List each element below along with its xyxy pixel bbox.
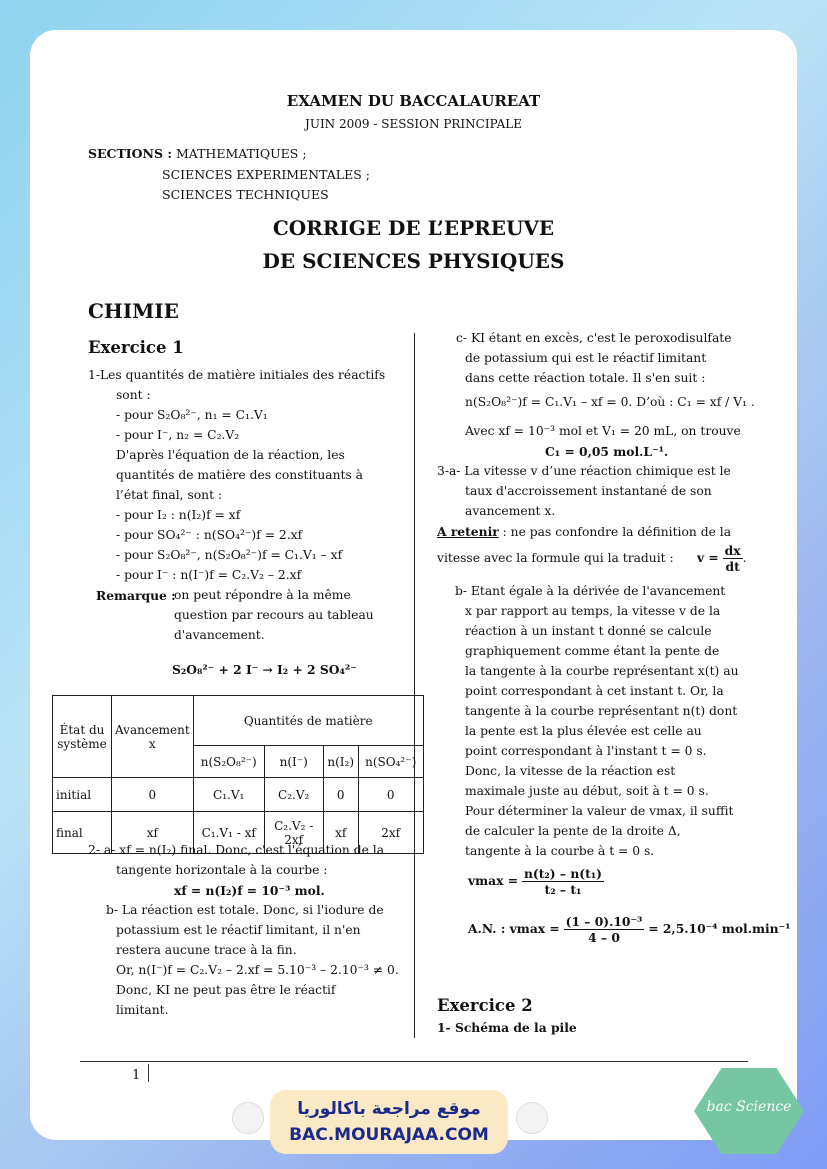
table-header: État du système	[53, 696, 112, 778]
text-line: Pour déterminer la valeur de vmax, il suffit	[465, 804, 734, 818]
retenir-line	[437, 524, 731, 539]
text-line: b- La réaction est totale. Donc, si l'iodure de	[106, 903, 384, 917]
text-line: vitesse avec la formule qui la traduit :	[437, 551, 674, 565]
text-line: c- KI étant en excès, c'est le peroxodisulfate	[456, 331, 732, 345]
text-line: taux d'accroissement instantané de son	[465, 484, 712, 498]
table-header: n(S₂O₈²⁻)	[193, 746, 264, 778]
table-cell: C₁.V₁ - xf	[193, 812, 264, 854]
text-line: 2- a- xf = n(I₂) final. Donc, c'est l'équation de la	[88, 843, 385, 857]
numerator: n(t₂) – n(t₁)	[523, 866, 602, 881]
table-cell: 2xf	[358, 812, 423, 854]
table-header: n(SO₄²⁻)	[358, 746, 423, 778]
text-line: xf = n(I₂)f = 10⁻³ mol.	[174, 883, 325, 898]
table-header: n(I⁻)	[264, 746, 323, 778]
denominator: dt	[725, 559, 740, 574]
fraction	[723, 543, 743, 574]
text-line: quantités de matière des constituants à	[116, 468, 363, 482]
page-number: 1	[132, 1068, 141, 1083]
page-number-bar	[148, 1064, 149, 1082]
text-line: - pour I₂ : n(I₂)f = xf	[116, 508, 241, 522]
section-heading-chimie: CHIMIE	[88, 299, 179, 323]
text-line: de calculer la pente de la droite Δ,	[465, 824, 681, 838]
text-line: réaction à un instant t donné se calcule	[465, 624, 712, 638]
site-url-link[interactable]: BAC.MOURAJAA.COM	[289, 1125, 489, 1145]
text-line: point correspondant à cet instant t. Or, la	[465, 684, 724, 698]
table-cell: initial	[53, 778, 112, 812]
site-name-arabic: موقع مراجعة باكالوريا	[297, 1099, 481, 1119]
text-line: D'après l'équation de la réaction, les	[116, 448, 345, 462]
fraction	[564, 914, 645, 945]
velocity-formula: v = $\frac{dx}{dt}$ .	[697, 543, 747, 574]
exercise-1-heading: Exercice 1	[88, 338, 184, 357]
table-cell: xf	[112, 812, 194, 854]
section-item: MATHEMATIQUES ;	[175, 146, 307, 161]
retenir-label: A retenir	[437, 524, 499, 539]
text-line: Avec xf = 10⁻³ mol et V₁ = 20 mL, on trouve	[465, 424, 741, 438]
text-line: Or, n(I⁻)f = C₂.V₂ – 2.xf = 5.10⁻³ – 2.10⁻³ ≠ 0.	[116, 963, 399, 977]
table-cell: 0	[323, 778, 358, 812]
denominator: 4 – 0	[588, 930, 620, 945]
text-line: l’état final, sont :	[116, 488, 223, 502]
formula-lhs: v =	[697, 550, 719, 565]
text-line: - pour S₂O₈²⁻, n₁ = C₁.V₁	[116, 408, 268, 422]
numerical-application	[468, 914, 790, 945]
text-line: potassium est le réactif limitant, il n'en	[116, 923, 361, 937]
text-line: d'avancement.	[174, 628, 265, 642]
text-line: - pour I⁻ : n(I⁻)f = C₂.V₂ – 2.xf	[116, 568, 302, 582]
footer-divider	[80, 1061, 748, 1062]
table-row	[53, 778, 424, 812]
text-line: 3-a- La vitesse v d’une réaction chimique est le	[437, 464, 731, 478]
text-line: - pour S₂O₈²⁻, n(S₂O₈²⁻)f = C₁.V₁ – xf	[116, 548, 343, 562]
text-line: avancement x.	[465, 504, 556, 518]
formula-lhs: A.N. : vmax =	[468, 921, 560, 936]
page-subtitle: DE SCIENCES PHYSIQUES	[262, 249, 565, 273]
table-header: Avancement x	[112, 696, 194, 778]
table-header: Quantités de matière	[193, 696, 423, 746]
text-line: - pour SO₄²⁻ : n(SO₄²⁻)f = 2.xf	[116, 528, 303, 542]
denominator: t₂ – t₁	[544, 882, 582, 897]
text-line: - pour I⁻, n₂ = C₂.V₂	[116, 428, 240, 442]
vmax-formula	[468, 866, 604, 897]
fraction	[522, 866, 604, 897]
exercise-2-heading: Exercice 2	[437, 996, 533, 1015]
exam-session: JUIN 2009 - SESSION PRINCIPALE	[305, 117, 522, 131]
badge-text: bac Science	[706, 1099, 792, 1115]
table-cell: C₂.V₂ - 2xf	[264, 812, 323, 854]
text-span: : ne pas confondre la définition de la	[498, 525, 732, 539]
table-cell: xf	[323, 812, 358, 854]
text-line: restera aucune trace à la fin.	[116, 943, 297, 957]
section-item: SCIENCES TECHNIQUES	[162, 187, 329, 202]
text-line: tangente à la courbe représentant n(t) dont	[465, 704, 738, 718]
text-line: 1-Les quantités de matière initiales des réactifs	[88, 368, 386, 382]
table-cell: C₂.V₂	[264, 778, 323, 812]
formula-lhs: vmax =	[468, 873, 519, 888]
text-line: question par recours au tableau	[174, 608, 374, 622]
text-line: de potassium qui est le réactif limitant	[465, 351, 707, 365]
sections-label: SECTIONS :	[88, 146, 172, 161]
text-line: maximale juste au début, soit à t = 0 s.	[465, 784, 709, 798]
table-cell: final	[53, 812, 112, 854]
numerator: (1 – 0).10⁻³	[565, 914, 643, 929]
table-header: n(I₂)	[323, 746, 358, 778]
book-logo-icon	[232, 1102, 264, 1134]
text-line: tangente horizontale à la courbe :	[116, 863, 328, 877]
text-line: x par rapport au temps, la vitesse v de la	[465, 604, 721, 618]
advancement-table	[52, 695, 424, 854]
text-line: on peut répondre à la même	[174, 588, 351, 602]
text-line: dans cette réaction totale. Il s'en suit :	[465, 371, 706, 385]
page-title: CORRIGE DE L’EPREUVE	[272, 216, 555, 240]
table-cell: 0	[112, 778, 194, 812]
table-cell: C₁.V₁	[193, 778, 264, 812]
text-line: Donc, KI ne peut pas être le réactif	[116, 983, 336, 997]
text-line: n(S₂O₈²⁻)f = C₁.V₁ – xf = 0. D’où : C₁ = xf / V₁ .	[465, 395, 755, 409]
text-line: 1- Schéma de la pile	[437, 1020, 577, 1035]
text-line: point correspondant à l'instant t = 0 s.	[465, 744, 707, 758]
text-line: C₁ = 0,05 mol.L⁻¹.	[545, 444, 669, 459]
numerator: dx	[724, 543, 741, 558]
text-line: tangente à la courbe à t = 0 s.	[465, 844, 655, 858]
exam-title: EXAMEN DU BACCALAUREAT	[286, 92, 541, 110]
text-line: Donc, la vitesse de la réaction est	[465, 764, 676, 778]
text-line: b- Etant égale à la dérivée de l'avancement	[455, 584, 726, 598]
table-cell: 0	[358, 778, 423, 812]
text-line: la tangente à la courbe représentant x(t) au	[465, 664, 739, 678]
sections-line	[88, 146, 307, 161]
column-divider	[414, 333, 415, 1038]
text-line: sont :	[116, 388, 151, 402]
reaction-equation: S₂O₈²⁻ + 2 I⁻ → I₂ + 2 SO₄²⁻	[172, 662, 357, 677]
book-logo-icon	[516, 1102, 548, 1134]
result: = 2,5.10⁻⁴ mol.min⁻¹	[648, 921, 791, 936]
remark-label: Remarque :	[96, 588, 176, 603]
text-line: limitant.	[116, 1003, 169, 1017]
section-item: SCIENCES EXPERIMENTALES ;	[162, 167, 370, 182]
text-line: la pente est la plus élevée est celle au	[465, 724, 702, 738]
text-line: graphiquement comme étant la pente de	[465, 644, 720, 658]
